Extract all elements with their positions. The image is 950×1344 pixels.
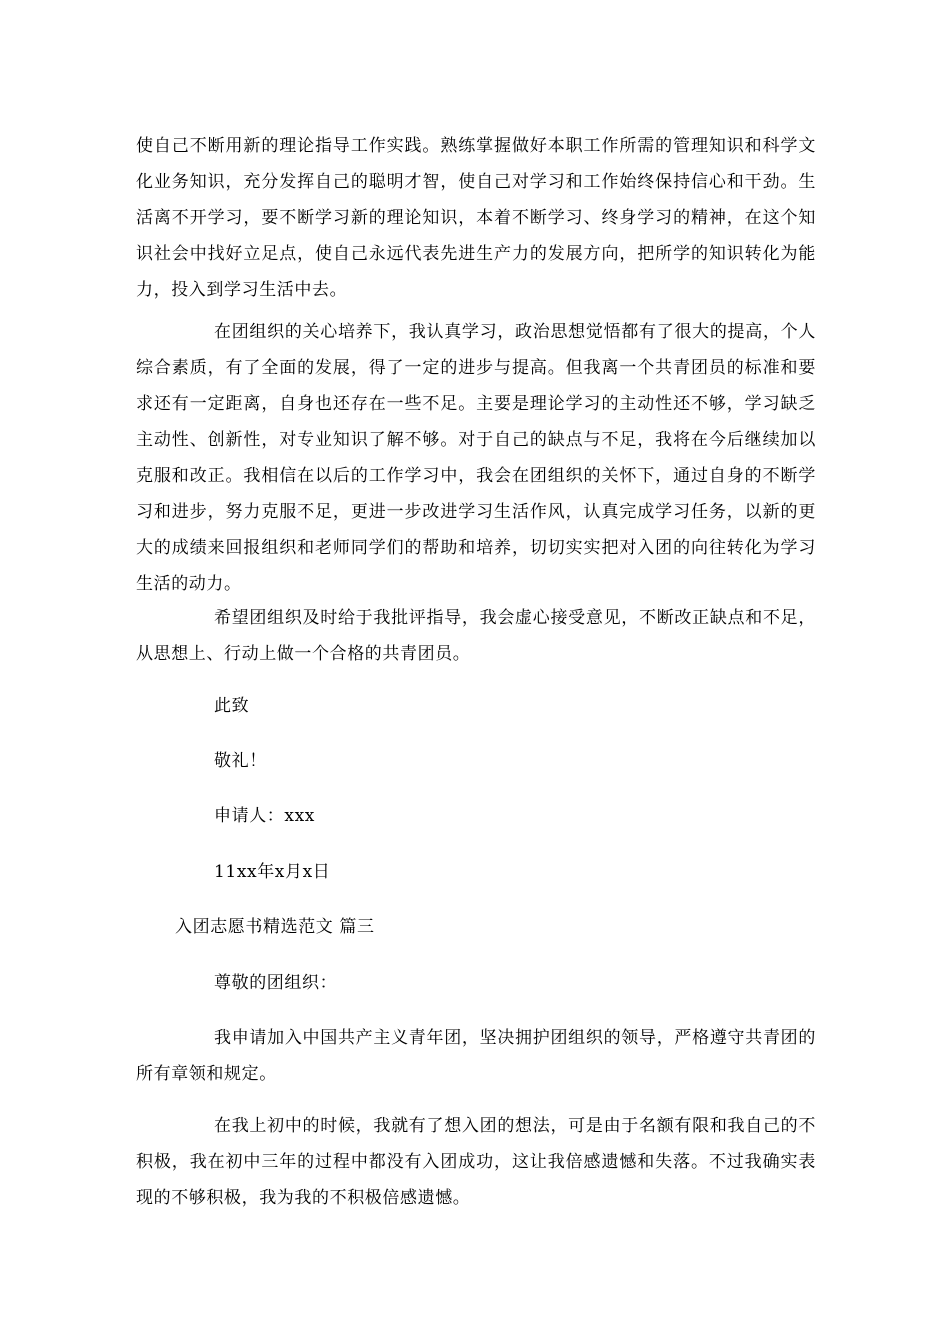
closing-regards: 敬礼！: [214, 751, 267, 771]
body-paragraph: 使自己不断用新的理论指导工作实践。熟练掌握做好本职工作所需的管理知识和科学文化业务知识，充分发挥自己的聪明才智，使自己对学习和工作始终保持信心和干劲。生活离不开学习，要不断学习新的理论知识，本着不断学习、终身学习的精神，在这个知识社会中找好立足点，使自己永远代表先进生产力的发展方向，把所学的知识转化为能力，投入到学习生活中去。: [136, 136, 816, 300]
body-paragraph: 在我上初中的时候，我就有了想入团的想法，可是由于名额有限和我自己的不积极，我在初中三年的过程中都没有入团成功，这让我倍感遗憾和失落。不过我确实表现的不够积极，我为我的不积极倍感遗憾。: [136, 1116, 816, 1208]
applicant-signature: 申请人：xxx: [214, 806, 315, 826]
section-title: 入团志愿书精选范文 篇三: [175, 917, 375, 937]
body-paragraph: 在团组织的关心培养下，我认真学习，政治思想觉悟都有了很大的提高，个人综合素质，有了全面的发展，得了一定的进步与提高。但我离一个共青团员的标准和要求还有一定距离，自身也还存在一些不足。主要是理论学习的主动性还不够，学习缺乏主动性、创新性，对专业知识了解不够。对于自己的缺点与不足，我将在今后继续加以克服和改正。我相信在以后的工作学习中，我会在团组织的关怀下，通过自身的不断学习和进步，努力克服不足，更进一步改进学习生活作风，认真完成学习任务，以新的更大的成绩来回报组织和老师同学们的帮助和培养，切切实实把对入团的向往转化为学习生活的动力。: [136, 322, 816, 594]
closing-salutation: 此致: [214, 696, 250, 716]
application-date: 11xx年x月x日: [214, 862, 331, 882]
body-paragraph: 我申请加入中国共产主义青年团，坚决拥护团组织的领导，严格遵守共青团的所有章领和规定。: [136, 1028, 816, 1084]
body-paragraph: 希望团组织及时给于我批评指导，我会虚心接受意见，不断改正缺点和不足，从思想上、行动上做一个合格的共青团员。: [136, 608, 816, 664]
greeting: 尊敬的团组织：: [214, 973, 338, 993]
